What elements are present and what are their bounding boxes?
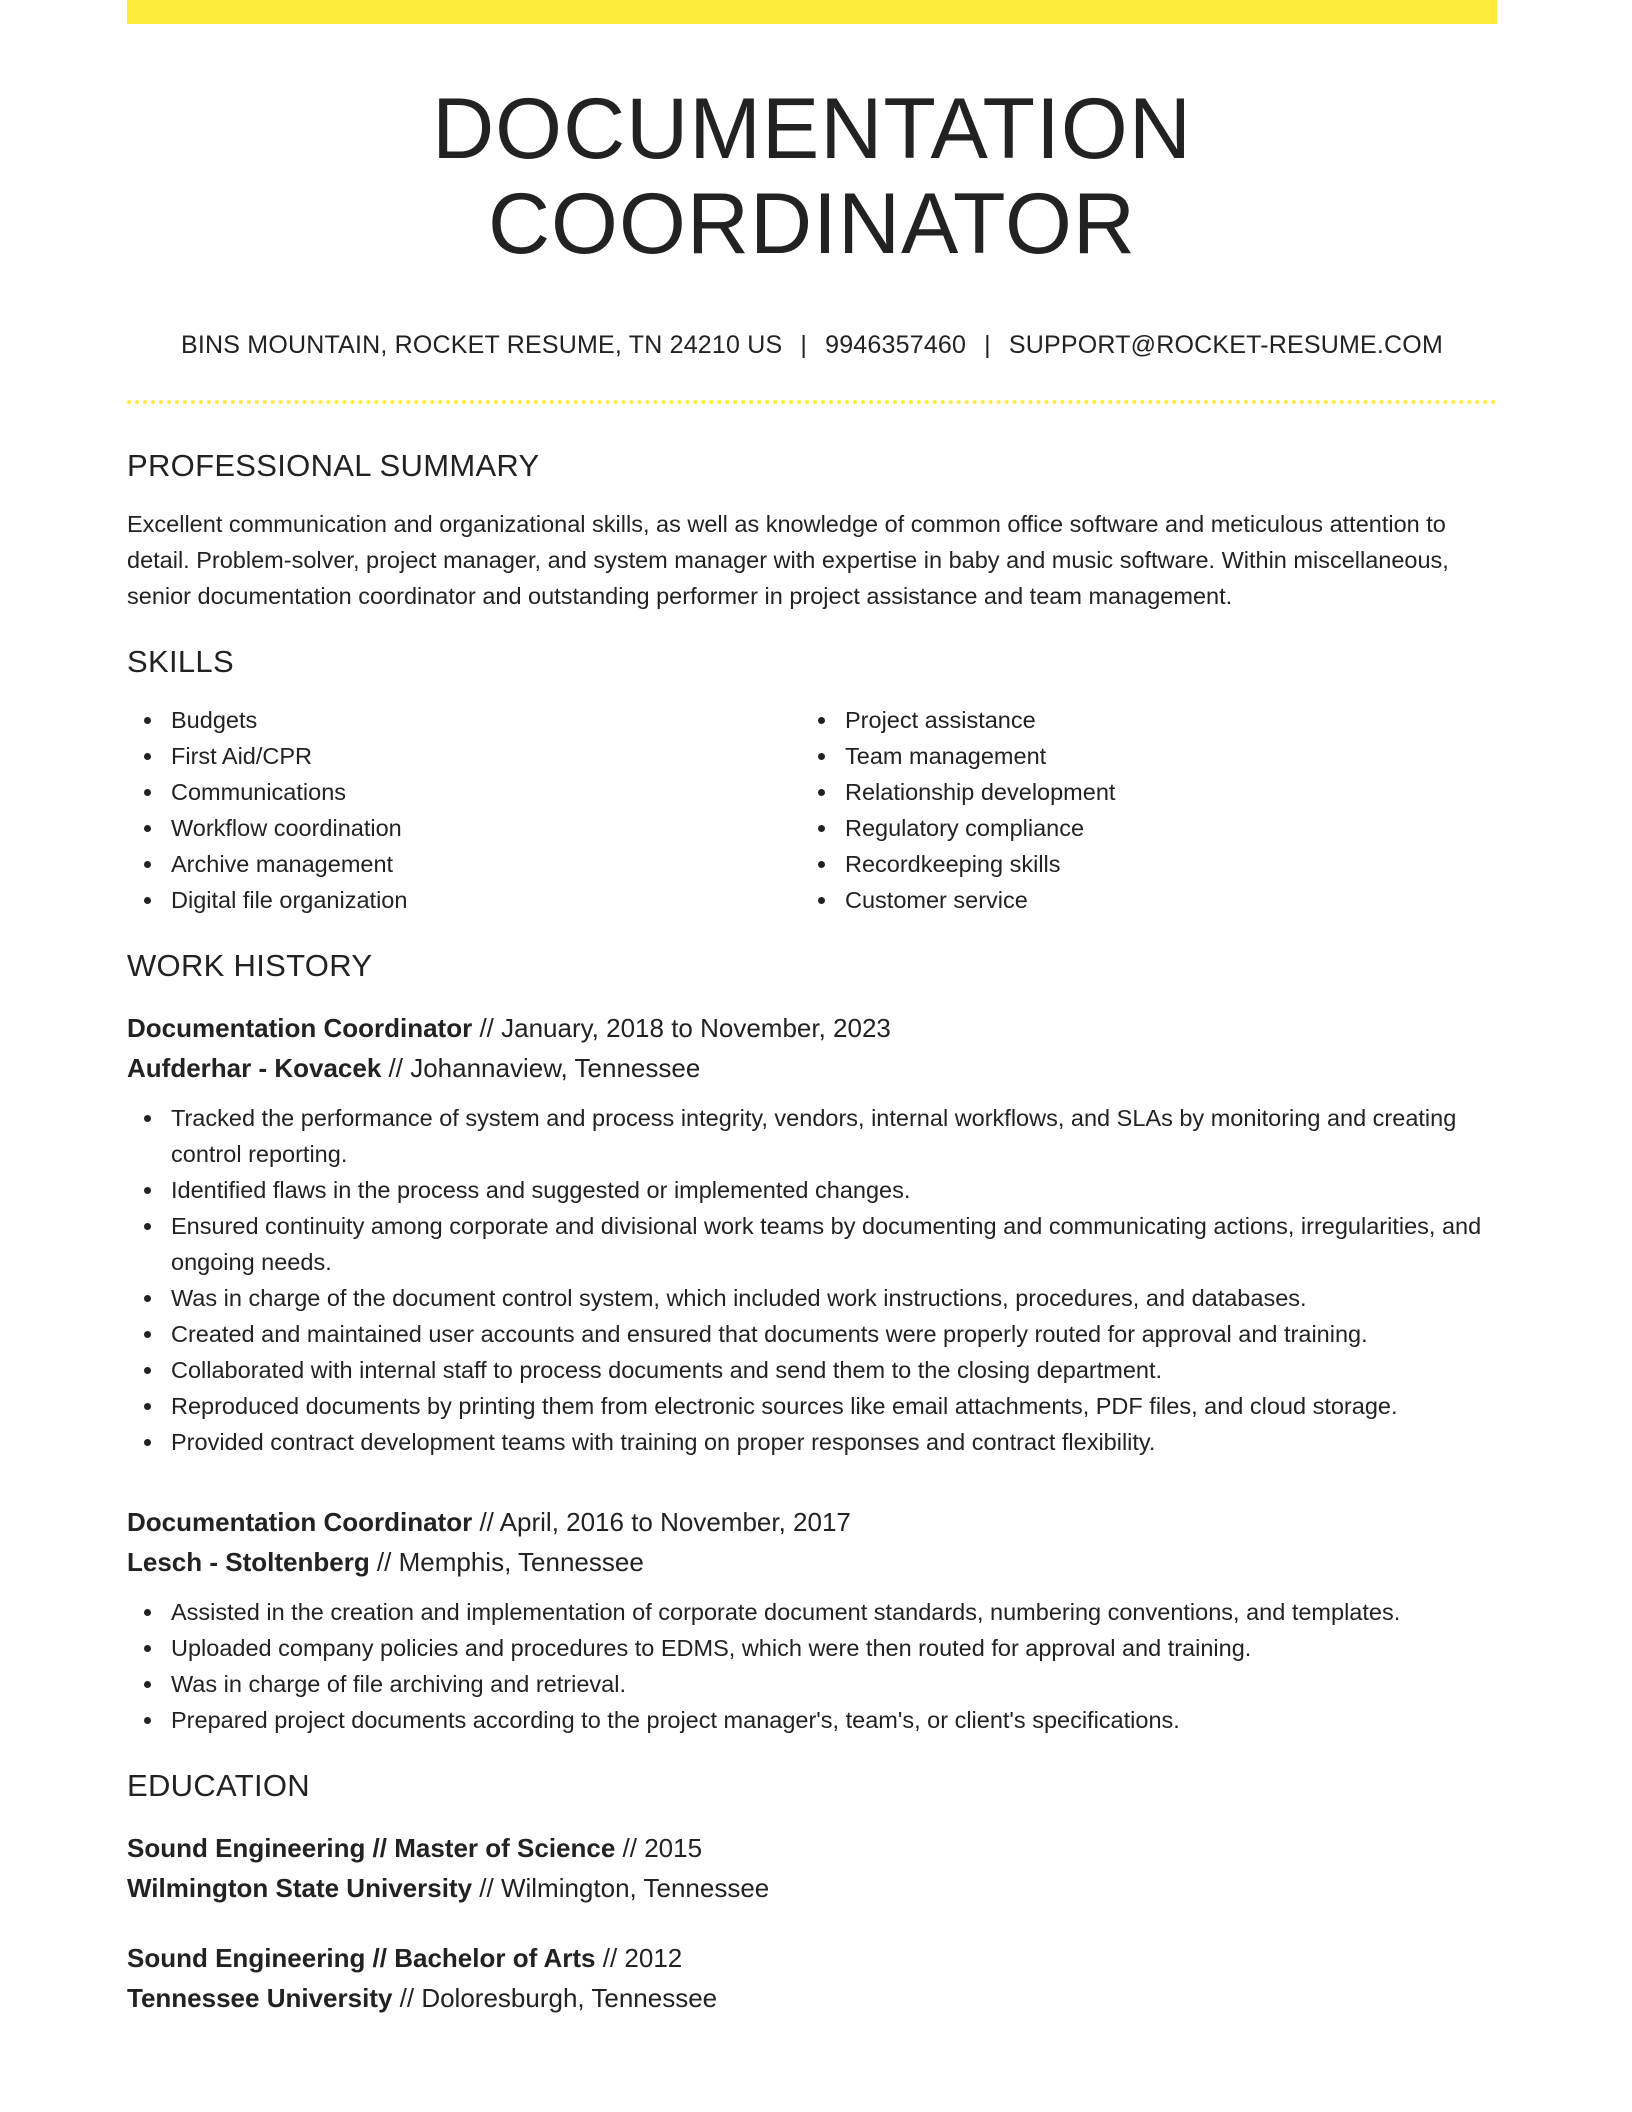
education-degree-line <box>127 1828 1497 1868</box>
job-role: Documentation Coordinator <box>127 1507 473 1538</box>
duty-item: Was in charge of file archiving and retrieval. <box>171 1666 1497 1702</box>
duty-item: Ensured continuity among corporate and divisional work teams by documenting and communicating actions, irregularities, and ongoing needs. <box>171 1208 1497 1280</box>
skill-item: Digital file organization <box>171 882 801 918</box>
skill-item: Relationship development <box>845 774 1475 810</box>
skills-column-left <box>127 702 801 918</box>
job-duties <box>127 1100 1497 1460</box>
contact-address: BINS MOUNTAIN, ROCKET RESUME, TN 24210 US <box>181 331 783 360</box>
duty-item: Prepared project documents according to the project manager's, team's, or client's specifications. <box>171 1702 1497 1738</box>
job-company-line <box>127 1542 1497 1582</box>
duty-item: Collaborated with internal staff to process documents and send them to the closing department. <box>171 1352 1497 1388</box>
job-location: // Memphis, Tennessee <box>369 1547 644 1578</box>
duty-item: Provided contract development teams with training on proper responses and contract flexibility. <box>171 1424 1497 1460</box>
education-school-line <box>127 1978 1497 2018</box>
skill-item: Recordkeeping skills <box>845 846 1475 882</box>
duty-item: Uploaded company policies and procedures to EDMS, which were then routed for approval and training. <box>171 1630 1497 1666</box>
job-role: Documentation Coordinator <box>127 1013 473 1044</box>
summary-heading: PROFESSIONAL SUMMARY <box>127 448 540 484</box>
job-duties <box>127 1594 1497 1738</box>
contact-separator: | <box>984 331 991 360</box>
education-school-line <box>127 1868 1497 1908</box>
contact-email: SUPPORT@ROCKET-RESUME.COM <box>1008 331 1443 360</box>
job-location: // Johannaview, Tennessee <box>381 1053 701 1084</box>
education-school: Tennessee University <box>127 1983 393 2014</box>
contact-line <box>127 331 1497 360</box>
duty-item: Identified flaws in the process and suggested or implemented changes. <box>171 1172 1497 1208</box>
education-degree-line <box>127 1938 1497 1978</box>
contact-phone: 9946357460 <box>825 331 967 360</box>
education-location: // Doloresburgh, Tennessee <box>392 1983 718 2014</box>
duty-item: Assisted in the creation and implementation of corporate document standards, numbering conventions, and templates. <box>171 1594 1497 1630</box>
education-heading: EDUCATION <box>127 1768 310 1804</box>
dotted-divider <box>127 400 1497 404</box>
education-school: Wilmington State University <box>127 1873 473 1904</box>
work-history-heading: WORK HISTORY <box>127 948 373 984</box>
education-year: // 2015 <box>615 1833 703 1864</box>
education-entry <box>127 1938 1497 2018</box>
job-entry <box>127 1008 1497 1460</box>
skills-list <box>127 702 1497 918</box>
education-location: // Wilmington, Tennessee <box>472 1873 770 1904</box>
job-entry <box>127 1502 1497 1738</box>
contact-separator: | <box>800 331 808 360</box>
duty-item: Reproduced documents by printing them from electronic sources like email attachments, PDF files, and cloud storage. <box>171 1388 1497 1424</box>
job-company: Aufderhar - Kovacek <box>127 1053 382 1084</box>
skill-item: Project assistance <box>845 702 1475 738</box>
education-entry <box>127 1828 1497 1908</box>
skill-item: Customer service <box>845 882 1475 918</box>
job-dates: // April, 2016 to November, 2017 <box>472 1507 851 1538</box>
job-title-line <box>127 1502 1497 1542</box>
education-degree: Sound Engineering // Master of Science <box>127 1833 616 1864</box>
job-company-line <box>127 1048 1497 1088</box>
skill-item: Workflow coordination <box>171 810 801 846</box>
skills-heading: SKILLS <box>127 644 234 680</box>
summary-text: Excellent communication and organizational skills, as well as knowledge of common office software and meticulous attention to detail. Problem-solver, project manager, and system manager with expertise in baby and music software. Within miscellaneous, senior documentation coordinator and outstanding performer in project assistance and team management. <box>127 511 1449 610</box>
skill-item: Regulatory compliance <box>845 810 1475 846</box>
duty-item: Created and maintained user accounts and ensured that documents were properly routed for approval and training. <box>171 1316 1497 1352</box>
skill-item: First Aid/CPR <box>171 738 801 774</box>
resume-page <box>127 0 1497 2018</box>
skills-column-right <box>801 702 1475 918</box>
skill-item: Team management <box>845 738 1475 774</box>
education-degree: Sound Engineering // Bachelor of Arts <box>127 1943 596 1974</box>
education-year: // 2012 <box>595 1943 683 1974</box>
duty-item: Tracked the performance of system and process integrity, vendors, internal workflows, and SLAs by monitoring and creating control reporting. <box>171 1100 1497 1172</box>
skill-item: Budgets <box>171 702 801 738</box>
top-accent-bar <box>127 0 1497 24</box>
skill-item: Communications <box>171 774 801 810</box>
skill-item: Archive management <box>171 846 801 882</box>
duty-item: Was in charge of the document control system, which included work instructions, procedures, and databases. <box>171 1280 1497 1316</box>
job-title-line <box>127 1008 1497 1048</box>
job-company: Lesch - Stoltenberg <box>127 1547 370 1578</box>
job-dates: // January, 2018 to November, 2023 <box>472 1013 891 1044</box>
candidate-name: DOCUMENTATION COORDINATOR <box>432 81 1192 272</box>
